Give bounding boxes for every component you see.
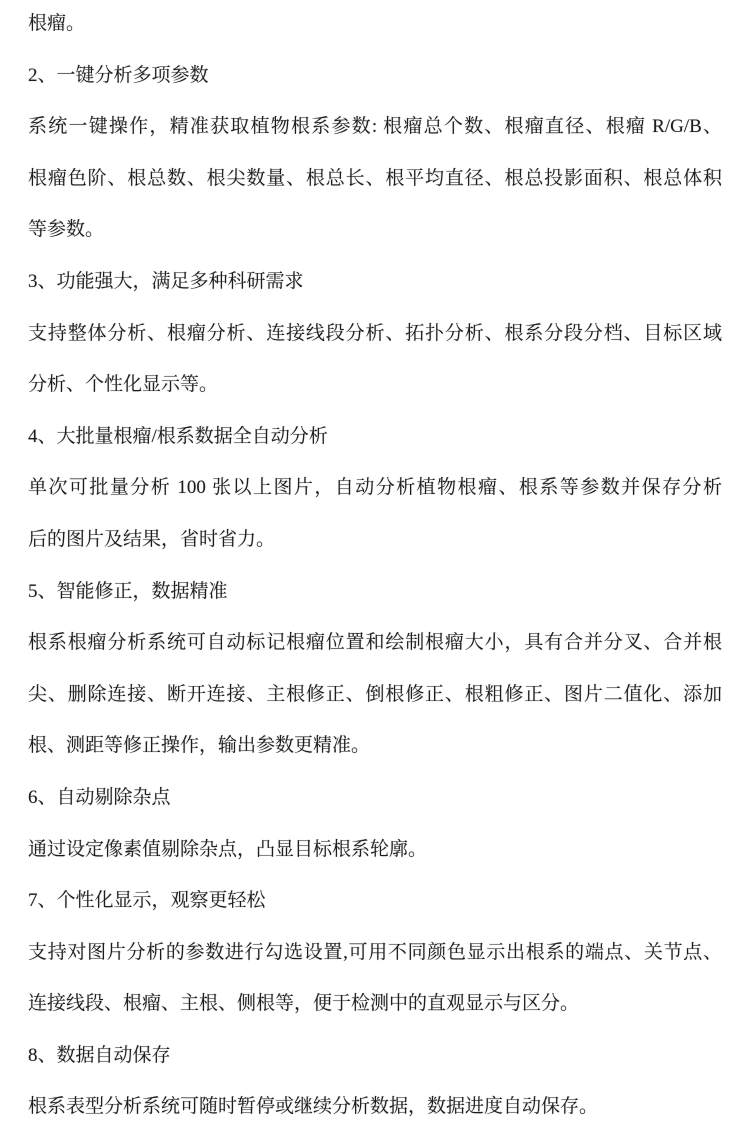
feature-4-body-line-1: 单次可批量分析 100 张以上图片，自动分析植物根瘤、根系等参数并保存分析 bbox=[28, 477, 722, 499]
feature-3-body-line-1: 支持整体分析、根瘤分析、连接线段分析、拓扑分析、根系分段分档、目标区域 bbox=[28, 322, 722, 344]
feature-8-heading: 8、数据自动保存 bbox=[28, 1044, 171, 1066]
feature-3-body-line-2: 分析、个性化显示等。 bbox=[28, 374, 219, 396]
feature-5-body-line-1: 根系根瘤分析系统可自动标记根瘤位置和绘制根瘤大小，具有合并分叉、合并根 bbox=[28, 632, 722, 654]
feature-5-body-line-3: 根、测距等修正操作，输出参数更精准。 bbox=[28, 735, 371, 757]
feature-3-heading: 3、功能强大，满足多种科研需求 bbox=[28, 270, 304, 292]
feature-5-body-line-2: 尖、删除连接、断开连接、主根修正、倒根修正、根粗修正、图片二值化、添加 bbox=[28, 683, 722, 705]
feature-7-body-line-2: 连接线段、根瘤、主根、侧根等，便于检测中的直观显示与区分。 bbox=[28, 993, 580, 1015]
feature-4-body-line-2: 后的图片及结果，省时省力。 bbox=[28, 528, 276, 550]
feature-6-heading: 6、自动剔除杂点 bbox=[28, 786, 171, 808]
feature-5-heading: 5、智能修正，数据精准 bbox=[28, 580, 228, 602]
feature-2-heading: 2、一键分析多项参数 bbox=[28, 64, 209, 86]
document-page bbox=[28, 0, 722, 1133]
feature-8-body-line-1: 根系表型分析系统可随时暂停或继续分析数据，数据进度自动保存。 bbox=[28, 1096, 599, 1118]
feature-2-body-line-2: 根瘤色阶、根总数、根尖数量、根总长、根平均直径、根总投影面积、根总体积 bbox=[28, 167, 722, 189]
feature-4-heading: 4、大批量根瘤/根系数据全自动分析 bbox=[28, 425, 328, 447]
feature-6-body-line-1: 通过设定像素值剔除杂点，凸显目标根系轮廓。 bbox=[28, 838, 428, 860]
feature-2-body-line-3: 等参数。 bbox=[28, 219, 105, 241]
feature-7-body-line-1: 支持对图片分析的参数进行勾选设置,可用不同颜色显示出根系的端点、关节点、 bbox=[28, 941, 722, 963]
page-fragment-line: 根瘤。 bbox=[28, 13, 86, 34]
feature-7-heading: 7、个性化显示，观察更轻松 bbox=[28, 890, 266, 912]
feature-2-body-line-1: 系统一键操作，精准获取植物根系参数: 根瘤总个数、根瘤直径、根瘤 R/G/B、 bbox=[28, 116, 722, 138]
